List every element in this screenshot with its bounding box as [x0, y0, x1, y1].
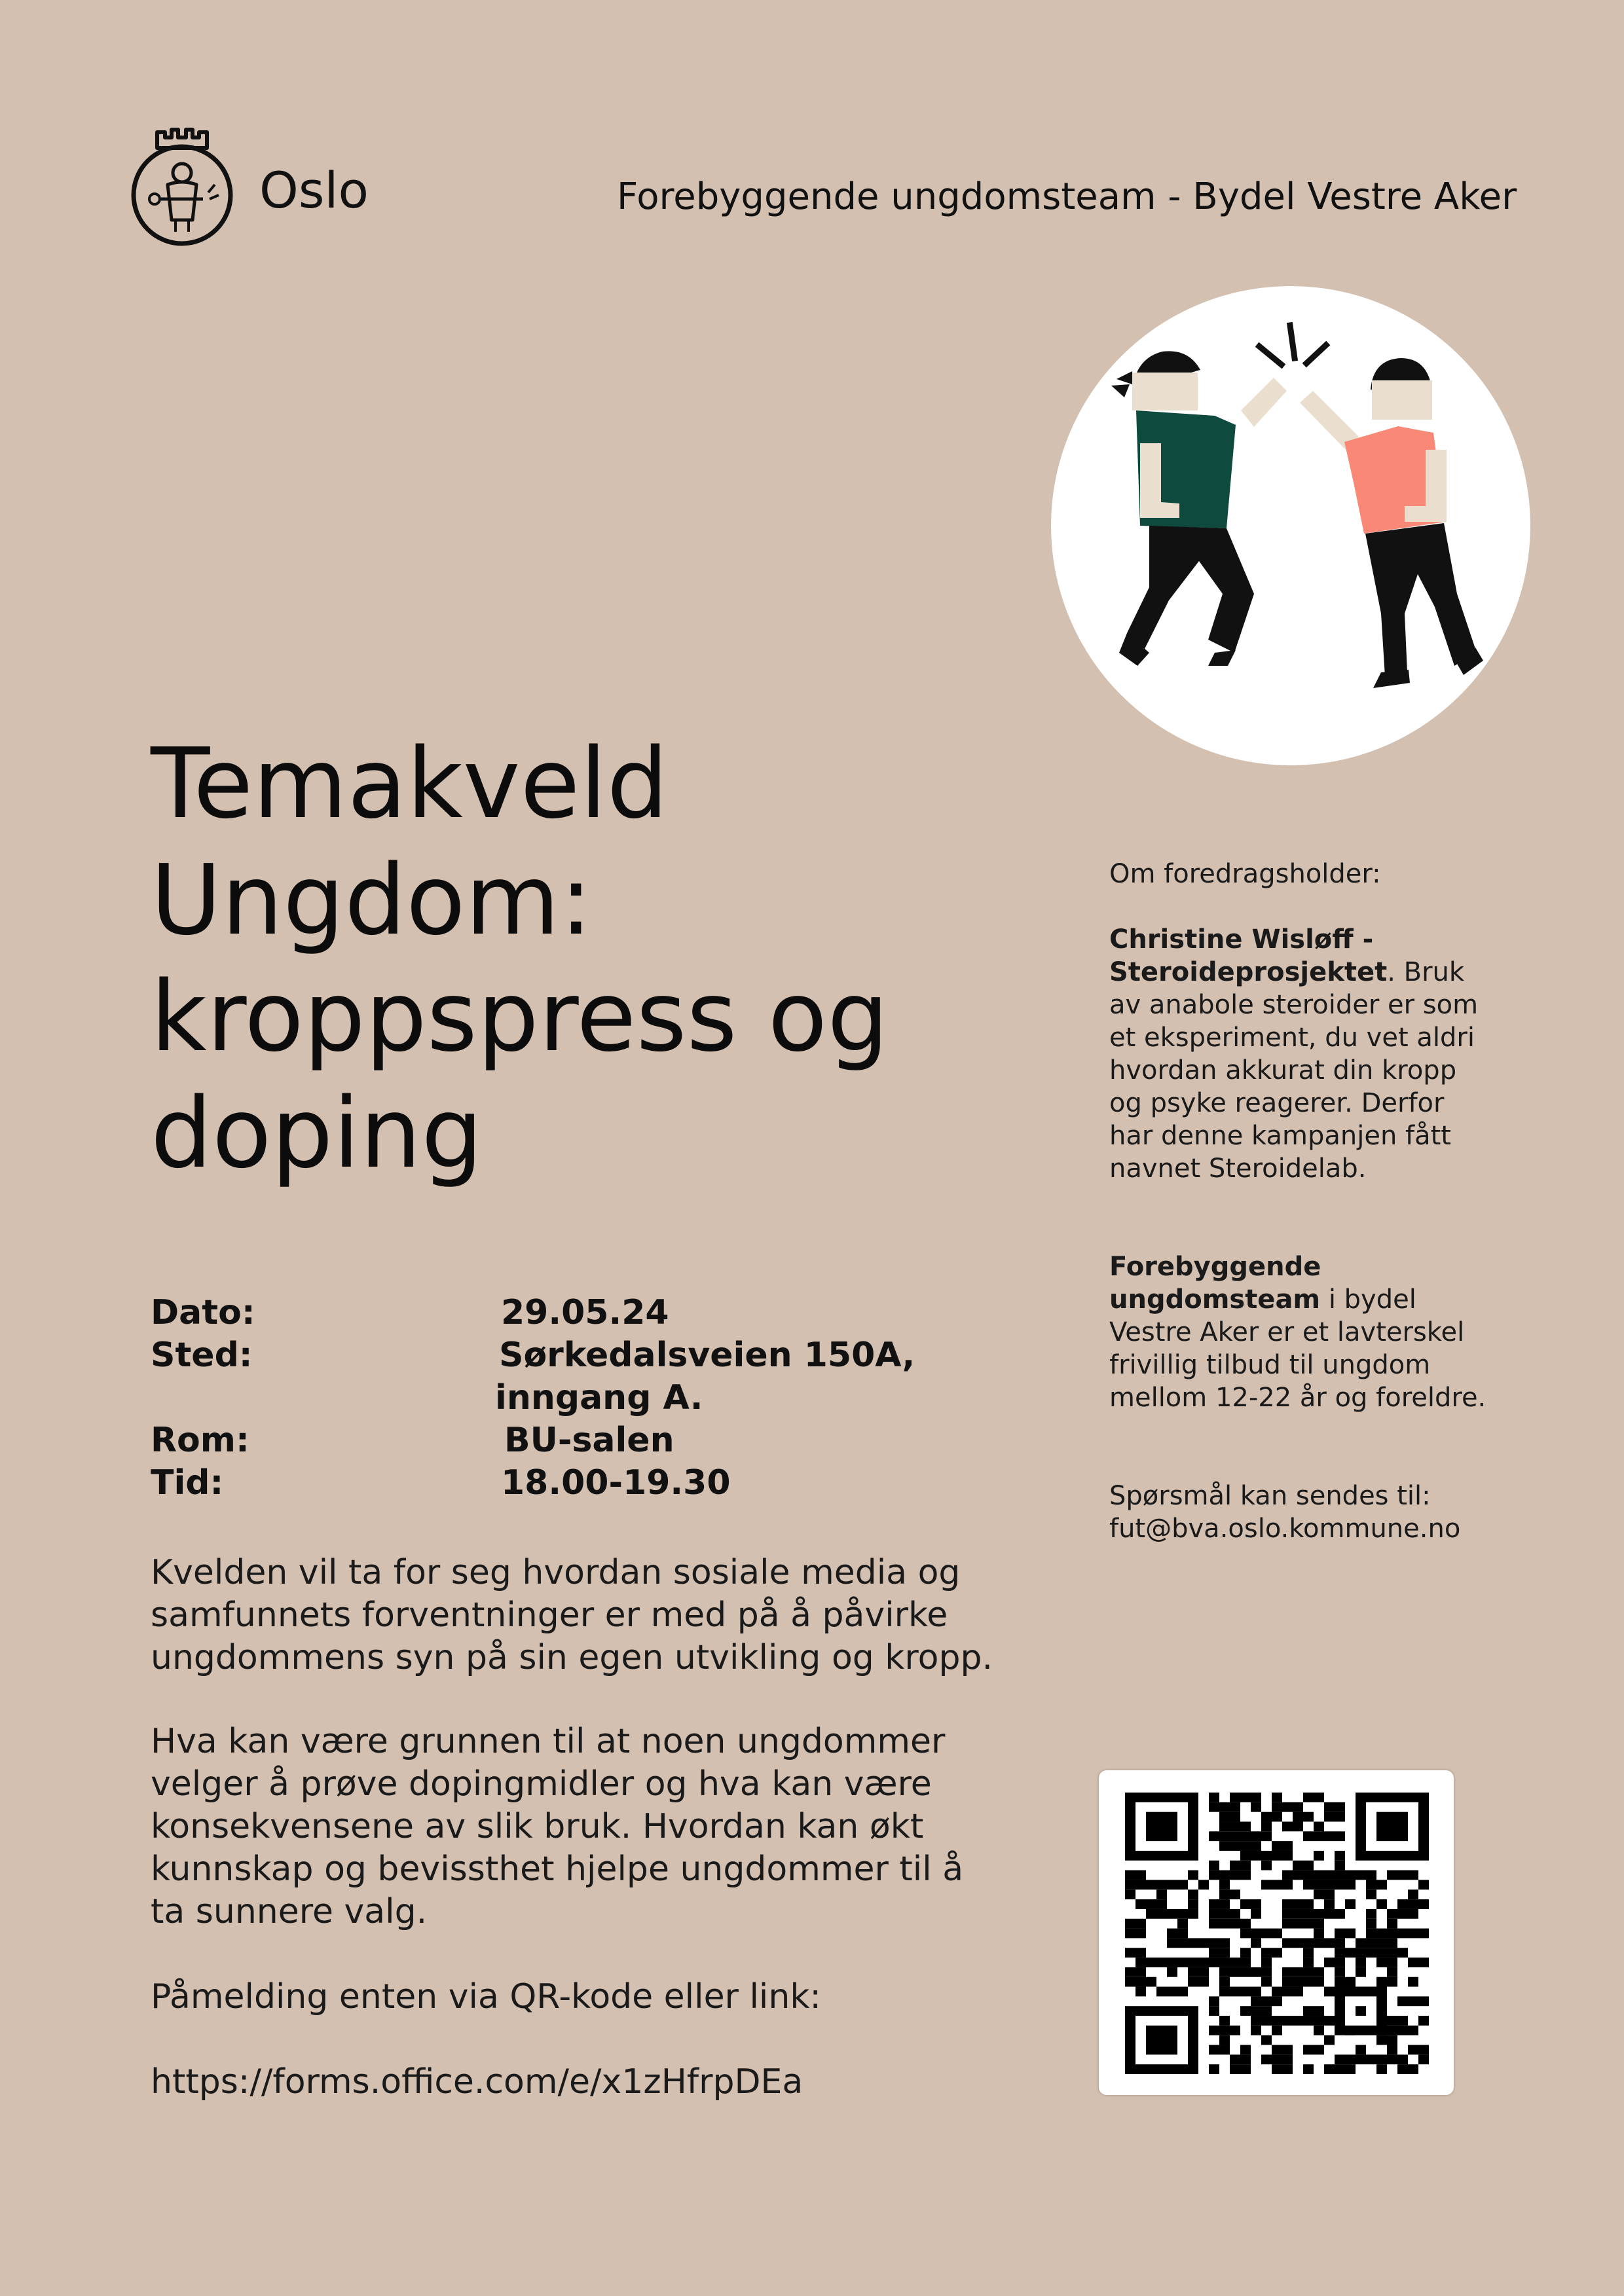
team-info: [1109, 1250, 1489, 1414]
date-label: Dato:: [151, 1293, 255, 1332]
qr-code: [1125, 1793, 1429, 2074]
oslo-seal-icon: [128, 122, 236, 247]
logo-text: Oslo: [259, 161, 369, 219]
title-line-4: doping: [151, 1077, 483, 1190]
intro-paragraph: Kvelden vil ta for seg hvordan sosiale media og samfunnets forventninger er med på å påvirke ungdommens syn på sin egen utvikling og kropp.: [151, 1553, 993, 1677]
page-title: [151, 725, 969, 1192]
place-value: Sørkedalsveien 150A,: [499, 1336, 915, 1375]
title-line-1: Temakveld: [151, 727, 669, 840]
speaker-name: Christine Wisløff - Steroideprosjektet: [1109, 924, 1388, 987]
team-text: i bydel Vestre Aker er et lavterskel frivillig tilbud til ungdom mellom 12-22 år og foreldre.: [1109, 1285, 1486, 1413]
date-value: 29.05.24: [501, 1293, 669, 1332]
place-label: Sted:: [151, 1336, 253, 1375]
team-name: Forebyggende ungdomsteam: [1109, 1252, 1321, 1315]
speaker-info: [1109, 923, 1489, 1185]
time-label: Tid:: [151, 1463, 224, 1503]
room-value: BU-salen: [504, 1421, 674, 1460]
high-five-illustration: [1051, 286, 1531, 766]
title-line-2: Ungdom:: [151, 844, 593, 957]
questions-text: Spørsmål kan sendes til:: [1109, 1481, 1431, 1511]
signup-link[interactable]: https://forms.office.com/e/x1zHfrpDEa: [151, 2062, 803, 2102]
qr-code-card[interactable]: [1099, 1770, 1454, 2095]
about-heading: Om foredragsholder:: [1109, 859, 1381, 889]
signup-text: Påmelding enten via QR-kode eller link:: [151, 1977, 821, 2016]
place-value-cont: inngang A.: [495, 1378, 703, 1417]
team-header: Forebyggende ungdomsteam - Bydel Vestre Aker: [617, 175, 1517, 218]
speaker-text: . Bruk av anabole steroider er som et eksperiment, du vet aldri hvordan akkurat din kropp og psyke reagerer. Derfor har denne kampanjen fått navnet Steroidelab.: [1109, 957, 1479, 1184]
title-line-3: kroppspress og: [151, 960, 889, 1073]
contact-email[interactable]: fut@bva.oslo.kommune.no: [1109, 1514, 1461, 1544]
room-label: Rom:: [151, 1421, 249, 1460]
doping-paragraph: Hva kan være grunnen til at noen ungdommer velger å prøve dopingmidler og hva kan være konsekvensene av slik bruk. Hvordan kan økt kunnskap og bevissthet hjelpe ungdommer til å ta sunnere valg.: [151, 1722, 964, 1931]
time-value: 18.00-19.30: [501, 1463, 731, 1503]
